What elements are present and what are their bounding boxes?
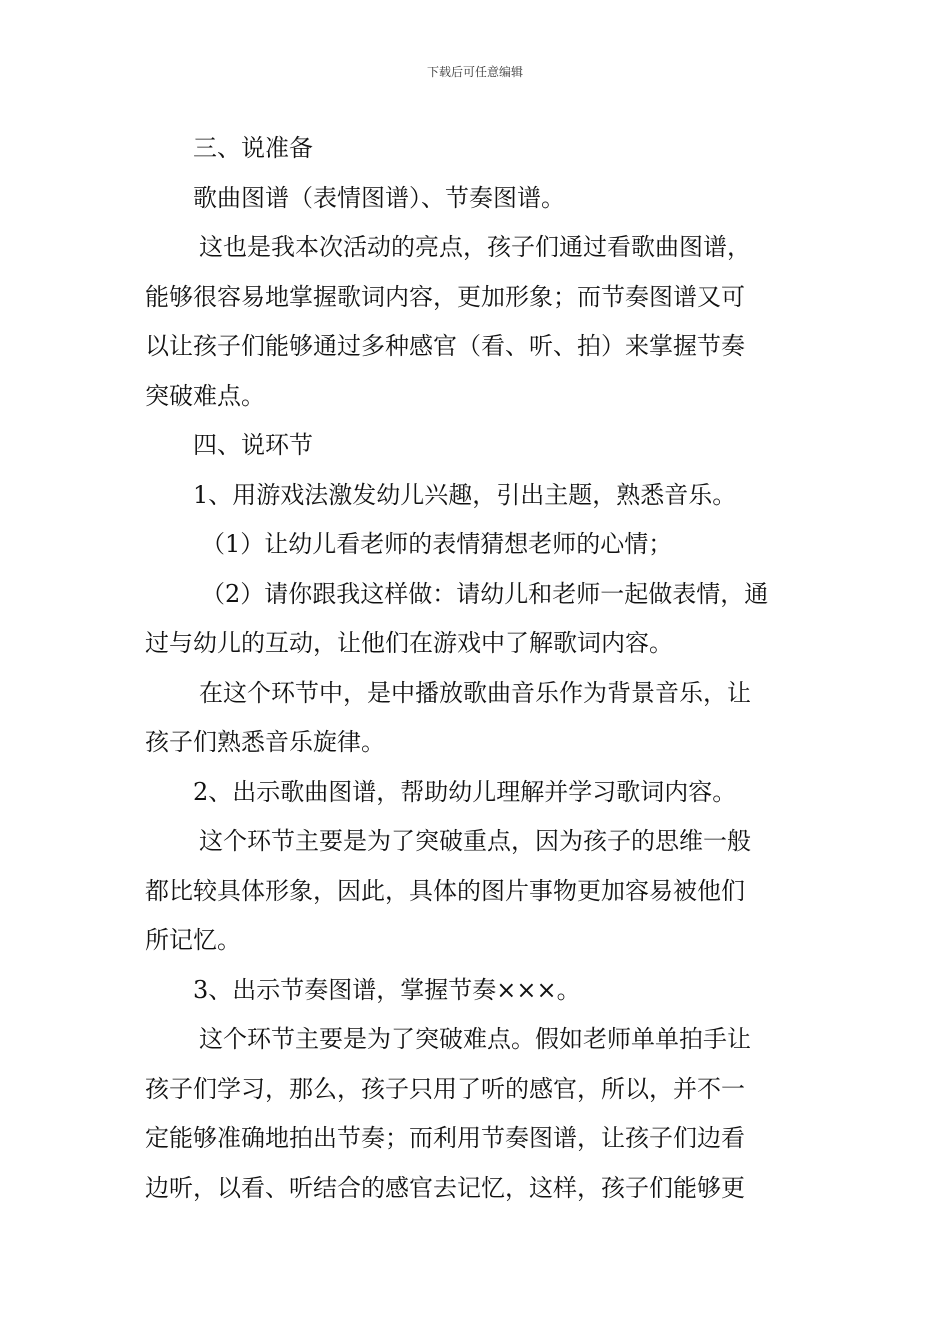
section-heading-preparation: 三、说准备 [193, 134, 313, 162]
paragraph-line: 这个环节主要是为了突破难点。假如老师单单拍手让 [199, 1025, 751, 1053]
paragraph-line: 在这个环节中，是中播放歌曲音乐作为背景音乐，让 [199, 678, 751, 707]
paragraph-line: 孩子们熟悉音乐旋律。 [145, 728, 385, 756]
sub-item-line: （2）请你跟我这样做：请幼儿和老师一起做表情，通 [201, 579, 769, 608]
page-header: 下载后可任意编辑 [426, 65, 523, 79]
paragraph-line: 歌曲图谱（表情图谱）、节奏图谱。 [193, 183, 565, 212]
document-body [145, 124, 810, 1213]
paragraph-line: 都比较具体形象，因此，具体的图片事物更加容易被他们 [145, 876, 745, 905]
paragraph-line: 定能够准确地拍出节奏；而利用节奏图谱，让孩子们边看 [145, 1124, 745, 1152]
paragraph-line: 边听，以看、听结合的感官去记忆，这样，孩子们能够更 [145, 1173, 745, 1202]
paragraph-line: 过与幼儿的互动，让他们在游戏中了解歌词内容。 [145, 629, 673, 657]
paragraph-line: 突破难点。 [145, 381, 265, 410]
paragraph-line: 这也是我本次活动的亮点，孩子们通过看歌曲图谱， [199, 233, 751, 261]
step-heading-3: 3、出示节奏图谱，掌握节奏×××。 [193, 975, 581, 1004]
step-heading-1: 1、用游戏法激发幼儿兴趣，引出主题，熟悉音乐。 [193, 480, 737, 509]
section-heading-steps: 四、说环节 [193, 431, 313, 459]
step-heading-2: 2、出示歌曲图谱，帮助幼儿理解并学习歌词内容。 [193, 777, 737, 806]
paragraph-line: 以让孩子们能够通过多种感官（看、听、拍）来掌握节奏 [145, 332, 745, 360]
sub-item-line: （1）让幼儿看老师的表情猜想老师的心情； [201, 530, 673, 558]
paragraph-line: 孩子们学习，那么，孩子只用了听的感官，所以，并不一 [145, 1074, 745, 1103]
paragraph-line: 能够很容易地掌握歌词内容，更加形象；而节奏图谱又可 [145, 282, 745, 311]
paragraph-line: 所记忆。 [145, 926, 241, 954]
paragraph-line: 这个环节主要是为了突破重点，因为孩子的思维一般 [199, 827, 751, 855]
